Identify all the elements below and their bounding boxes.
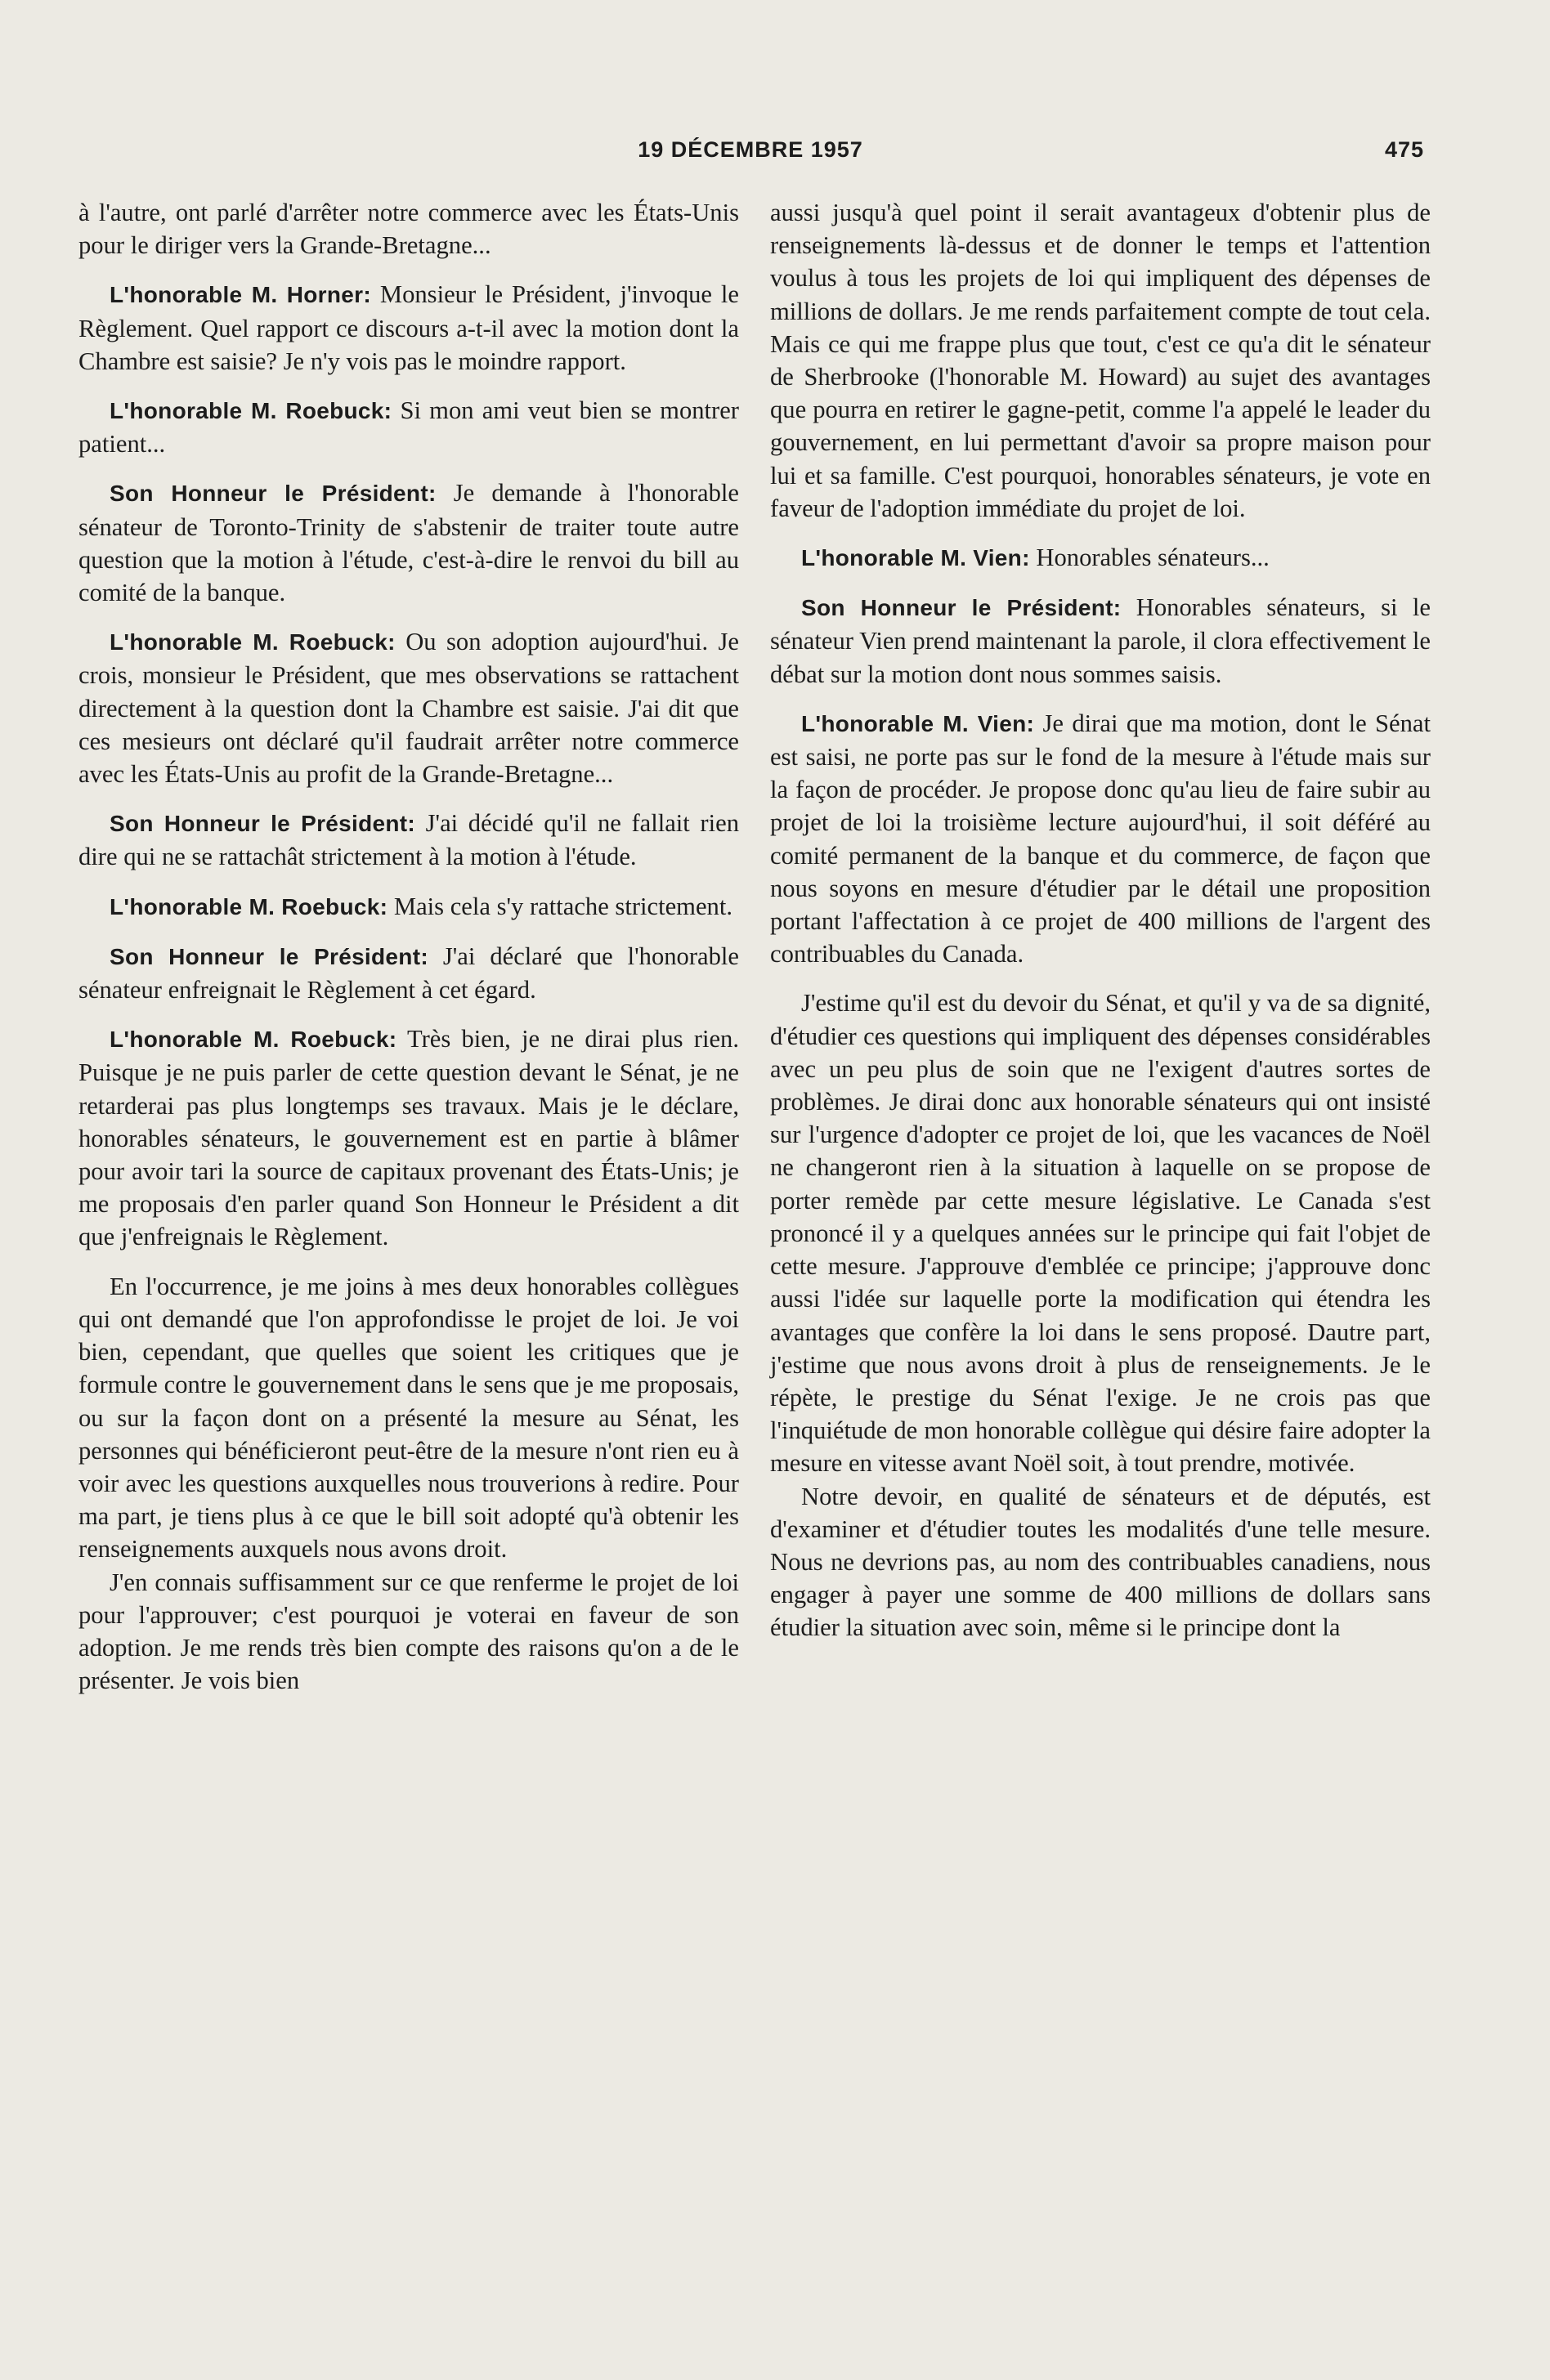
paragraph-text: Honorables sénateurs...	[1036, 544, 1270, 572]
speaker-name: Son Honneur le Président:	[110, 811, 416, 837]
paragraph	[770, 591, 1431, 691]
paragraph-text: J'en connais suffisamment sur ce que renferme le projet de loi pour l'approuver; c'est pourquoi je voterai en faveur de son adoption. Je me rends très bien compte des raisons qu'on a de le présenter. Je vois bien	[78, 1568, 739, 1695]
page-header	[77, 137, 1424, 170]
speaker-name: Son Honneur le Président:	[110, 943, 428, 969]
paragraph	[770, 541, 1431, 575]
paragraph	[78, 890, 739, 924]
paragraph-text: Mais cela s'y rattache strictement.	[393, 892, 732, 920]
speaker-name: L'honorable M. Roebuck:	[110, 629, 396, 655]
left-column	[78, 196, 739, 1697]
paragraph-text: En l'occurrence, je me joins à mes deux honorables collègues qui ont demandé que l'on approfondisse le projet de loi. Je voi bien, cependant, que quelles que soient les critiques que je formule contre le gouvernement dans le sens que je me proposais, ou sur la façon dont on a présenté la mesure au Sénat, les personnes qui bénéficieront peut-être de la mesure n'ont rien eu à voir avec les questions auxquelles nous trouverions à redire. Pour ma part, je tiens plus à ce que le bill soit adopté qu'à obtenir les renseignements auxquels nous avons droit.	[78, 1272, 739, 1564]
speaker-name: Son Honneur le Président:	[801, 595, 1122, 621]
paragraph	[78, 1566, 739, 1698]
paragraph-text: J'estime qu'il est du devoir du Sénat, et qu'il y va de sa dignité, d'étudier ces questions qui impliquent des dépenses considérables avec un peu plus de soin que ne l'exigent d'autres sortes de problèmes. Je dirai donc aux honorable sénateurs qui ont insisté sur l'urgence d'adopter ce projet de loi, que les vacances de Noël ne changeront rien à la situation à laquelle on se propose de porter remède par cette mesure législative. Le Canada s'est prononcé il y a quelques années sur le principe qui fait l'objet de cette mesure. J'approuve d'emblée ce principe; j'approuve donc aussi l'idée sur laquelle porte la modification qui étendra les avantages que confère la loi dans le sens proposé. Dautre part, j'estime que nous avons droit à plus de renseignements. Je le répète, le prestige du Sénat l'exige. Je ne crois pas que l'inquiétude de mon honorable collègue qui désire faire adopter la mesure en vitesse avant Noël soit, à tout prendre, motivée.	[770, 989, 1431, 1478]
paragraph	[78, 476, 739, 609]
paragraph-text: Notre devoir, en qualité de sénateurs et de députés, est d'examiner et d'étudier toutes les modalités d'une telle mesure. Nous ne devrions pas, au nom des contribuables canadiens, nous engager à payer une somme de 400 millions de dollars sans étudier la situation avec soin, même si le principe dont la	[770, 1482, 1431, 1642]
paragraph	[78, 196, 739, 262]
paragraph	[78, 1022, 739, 1253]
paragraph	[770, 196, 1431, 525]
paragraph	[770, 1480, 1431, 1644]
page-date: 19 DÉCEMBRE 1957	[638, 137, 863, 162]
speaker-name: L'honorable M. Vien:	[801, 545, 1030, 571]
paragraph-text: Je dirai que ma motion, dont le Sénat est saisi, ne porte pas sur le fond de la mesure à l'étude mais sur la façon de procéder. Je propose donc qu'au lieu de faire subir au projet de loi la troisième lecture aujourd'hui, il soit déféré au comité permanent de la banque et du commerce, de façon que nous soyons en mesure d'étudier par le détail une proposition portant l'affectation à ce projet de 400 millions de l'argent des contribuables du Canada.	[770, 709, 1431, 969]
paragraph	[770, 707, 1431, 971]
paragraph-text: Je demande à l'honorable sénateur de Toronto-Trinity de s'abstenir de traiter toute autre question que la motion à l'étude, c'est-à-dire le renvoi du bill au comité de la banque.	[78, 479, 740, 607]
speaker-name: L'honorable M. Roebuck:	[110, 893, 388, 919]
paragraph-text: Monsieur le Président, j'invoque le Règlement. Quel rapport ce discours a-t-il avec la motion dont la Chambre est saisie? Je n'y vois pas le moindre rapport.	[78, 280, 739, 375]
paragraph	[78, 278, 739, 378]
speaker-name: L'honorable M. Horner:	[110, 282, 371, 308]
paragraph-text: à l'autre, ont parlé d'arrêter notre commerce avec les États-Unis pour le diriger vers la Grande-Bretagne...	[78, 199, 739, 260]
paragraph-text: Si mon ami veut bien se montrer patient...	[78, 396, 739, 459]
right-column	[770, 196, 1431, 1644]
paragraph	[78, 1270, 739, 1566]
speaker-name: L'honorable M. Roebuck:	[110, 398, 392, 424]
speaker-name: L'honorable M. Vien:	[801, 710, 1035, 736]
paragraph-text: Très bien, je ne dirai plus rien. Puisque je ne puis parler de cette question devant le Sénat, je ne retarderai pas plus longtemps ses travaux. Mais je le déclare, honorables sénateurs, le gouvernement est en partie à blâmer pour avoir tari la source de capitaux provenant des États-Unis; je me proposais d'en parler quand Son Honneur le Président a dit que j'enfreignais le Règlement.	[78, 1025, 739, 1251]
speaker-name: Son Honneur le Président:	[110, 481, 437, 507]
paragraph	[78, 807, 739, 873]
page-number: 475	[1384, 137, 1424, 162]
paragraph-text: Ou son adoption aujourd'hui. Je crois, monsieur le Président, que mes observations se rattachent directement à la question dont la Chambre est saisie. J'ai dit que ces mesieurs ont déclaré qu'il faudrait arrêter notre commerce avec les États-Unis au profit de la Grande-Bretagne...	[78, 628, 739, 789]
paragraph-text: J'ai déclaré que l'honorable sénateur enfreignait le Règlement à cet égard.	[78, 942, 739, 1004]
paragraph	[78, 394, 739, 460]
paragraph	[770, 986, 1431, 1479]
paragraph	[78, 625, 739, 790]
speaker-name: L'honorable M. Roebuck:	[110, 1027, 397, 1053]
paragraph-text: aussi jusqu'à quel point il serait avantageux d'obtenir plus de renseignements là-dessus et de donner le temps et l'attention voulus à tous les projets de loi qui impliquent des dépenses de millions de dollars. Je me rends parfaitement compte de tout cela. Mais ce qui me frappe plus que tout, c'est ce qu'a dit le sénateur de Sherbrooke (l'honorable M. Howard) au sujet des avantages que pourra en retirer le gagne-petit, comme l'a appelé le leader du gouvernement, en lui permettant d'avoir sa propre maison pour lui et sa famille. C'est pourquoi, honorables sénateurs, je vote en faveur de l'adoption immédiate du projet de loi.	[770, 199, 1431, 522]
paragraph-text: J'ai décidé qu'il ne fallait rien dire qui ne se rattachât strictement à la motion à l'étude.	[78, 809, 739, 871]
paragraph-text: Honorables sénateurs, si le sénateur Vien prend maintenant la parole, il clora effectivement le débat sur la motion dont nous sommes saisis.	[770, 593, 1431, 688]
paragraph	[78, 940, 739, 1006]
